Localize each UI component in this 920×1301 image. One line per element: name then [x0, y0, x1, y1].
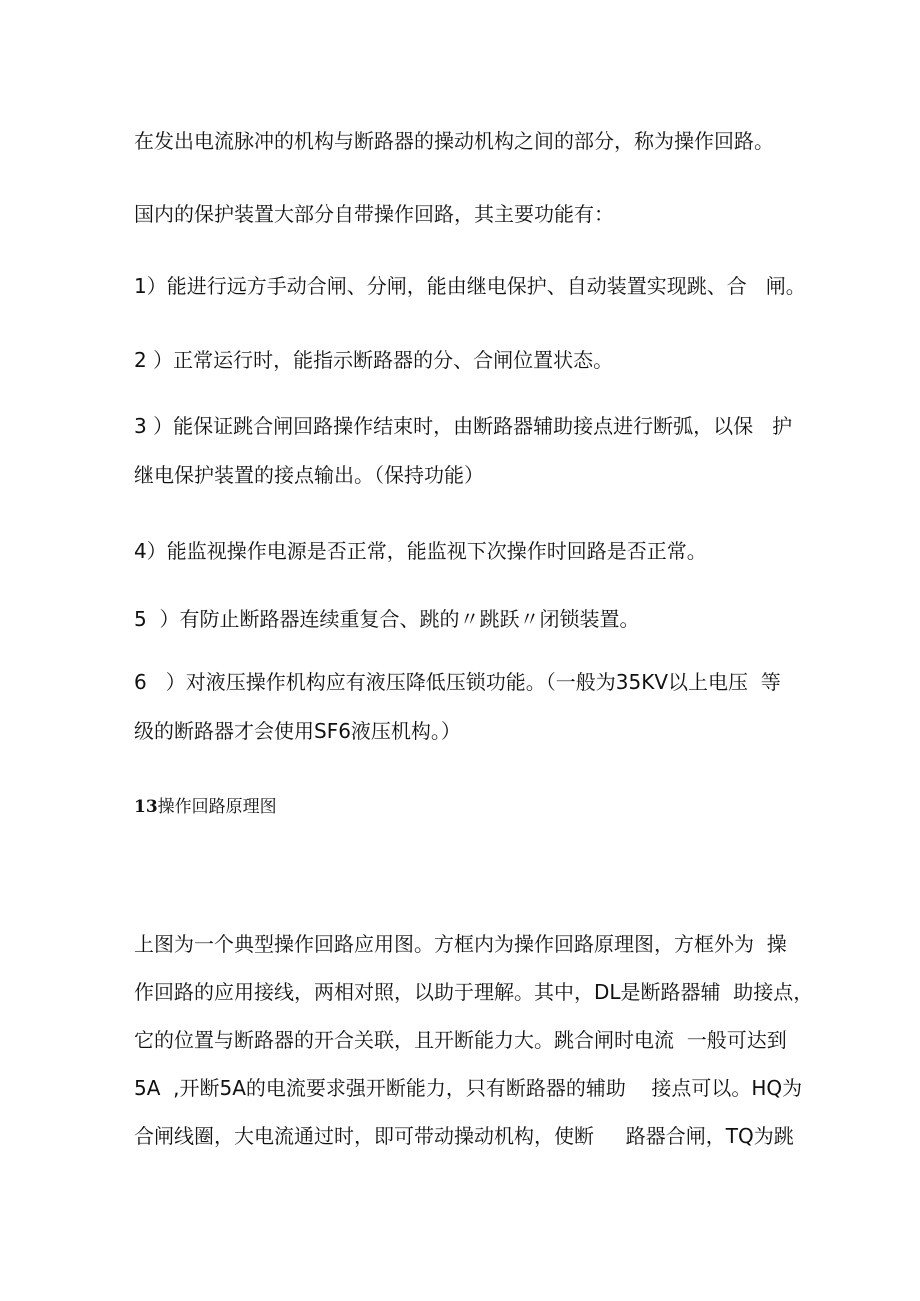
- explanation-line-3: 它的位置与断路器的开合关联，且开断能力大。跳合闸时电流 一般可达到: [134, 1028, 787, 1052]
- intro-paragraph-line-2: 国内的保护装置大部分自带操作回路，其主要功能有：: [134, 202, 614, 226]
- section-heading: [134, 795, 277, 819]
- function-item-2: 2 ）正常运行时，能指示断路器的分、合闸位置状态。: [134, 348, 614, 372]
- function-item-6-line-1: 6 ）对液压操作机构应有液压降低压锁功能。（一般为35KV以上电压 等: [134, 670, 781, 694]
- function-item-3-line-2: 继电保护装置的接点输出。（保持功能）: [134, 463, 484, 487]
- section-number: 13: [134, 797, 158, 817]
- function-item-6-line-2: 级的断路器才会使用SF6液压机构。）: [134, 719, 461, 743]
- explanation-line-2: 作回路的应用接线，两相对照，以助于理解。其中，DL是断路器辅 助接点，: [134, 980, 814, 1004]
- section-title: 操作回路原理图: [157, 797, 277, 817]
- explanation-line-5: 合闸线圈，大电流通过时，即可带动操动机构，使断 路器合闸，TQ为跳: [134, 1124, 794, 1148]
- intro-paragraph-line-1: 在发出电流脉冲的机构与断路器的操动机构之间的部分，称为操作回路。: [134, 129, 774, 153]
- function-item-5: 5 ）有防止断路器连续重复合、跳的〃跳跃〃闭锁装置。: [134, 607, 640, 631]
- explanation-line-1: 上图为一个典型操作回路应用图。方框内为操作回路原理图，方框外为 操: [134, 932, 787, 956]
- function-item-4: 4）能监视操作电源是否正常，能监视下次操作时回路是否正常。: [134, 539, 707, 563]
- function-item-1: 1）能进行远方手动合闸、分闸，能由继电保护、自动装置实现跳、合 闸。: [134, 274, 806, 298]
- explanation-line-4: 5A ,开断5A的电流要求强开断能力，只有断路器的辅助 接点可以。HQ为: [134, 1076, 803, 1100]
- function-item-3-line-1: 3 ）能保证跳合闸回路操作结束时，由断路器辅助接点进行断弧，以保 护: [134, 414, 793, 438]
